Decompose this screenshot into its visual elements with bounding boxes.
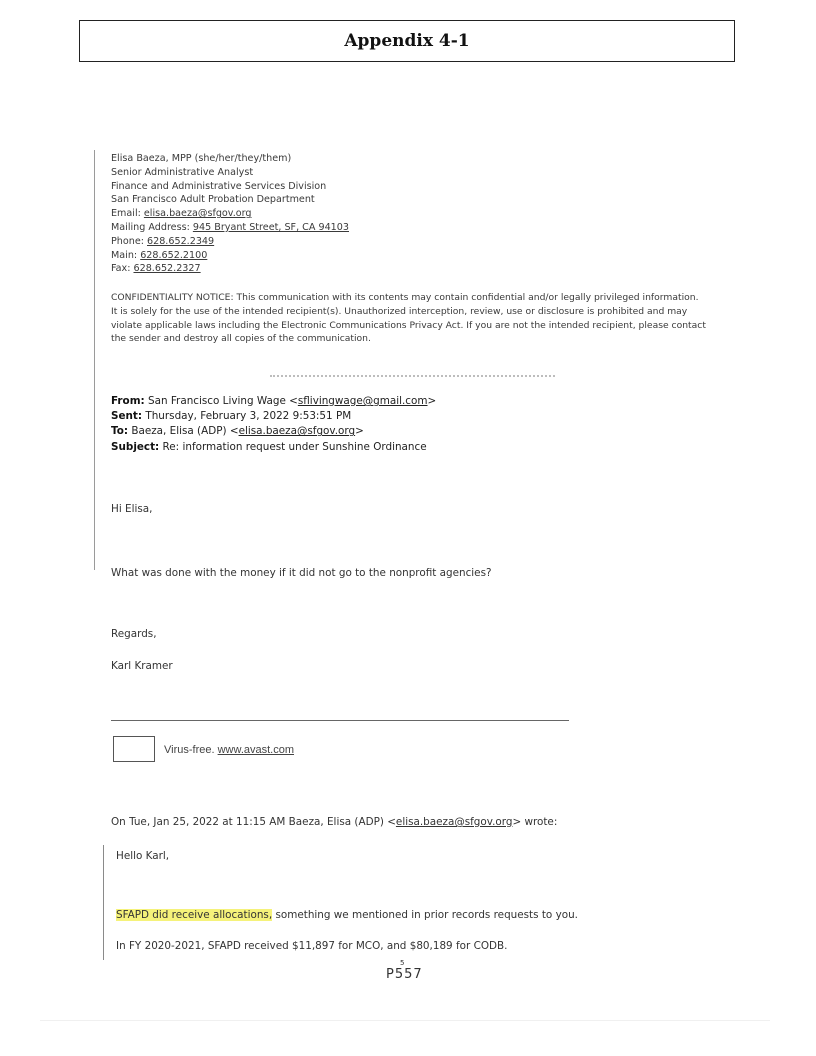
signature-divider — [111, 720, 569, 721]
signature-fax-line: Fax: 628.652.2327 — [111, 263, 201, 275]
signature-name: Elisa Baeza, MPP (she/her/they/them) — [111, 153, 292, 164]
signature-title: Senior Administrative Analyst — [111, 166, 254, 178]
page-number-small: 5 — [400, 959, 406, 967]
signature-department: San Francisco Adult Probation Department — [111, 194, 315, 206]
virus-free-notice: Virus-free. www.avast.com — [164, 744, 295, 756]
subject-line: Subject: Re: information request under Sunshine Ordinance — [111, 440, 427, 453]
quoted-intro: On Tue, Jan 25, 2022 at 11:15 AM Baeza, Elisa (ADP) <elisa.baeza@sfgov.org> wrote: — [111, 816, 558, 828]
quote-margin-line — [94, 150, 95, 570]
quote-margin-line-inner — [103, 845, 104, 960]
from-line: From: San Francisco Living Wage <sflivingwage@gmail.com> — [111, 395, 437, 407]
signature-fax-link[interactable]: 628.652.2327 — [133, 263, 201, 275]
email-signature — [111, 152, 349, 276]
scan-bottom-edge — [40, 1020, 770, 1021]
quoted-fy-line: In FY 2020-2021, SFAPD received $11,897 for MCO, and $80,189 for CODB. — [116, 940, 508, 952]
email-header — [111, 394, 436, 455]
message-question: What was done with the money if it did not go to the nonprofit agencies? — [111, 567, 492, 579]
signature-mailing-link[interactable]: 945 Bryant Street, SF, CA 94103 — [192, 221, 349, 233]
signature-division: Finance and Administrative Services Division — [111, 180, 327, 192]
scanned-email-page — [0, 70, 816, 1056]
separator-dotted-line — [270, 375, 555, 377]
quoted-greeting: Hello Karl, — [116, 850, 170, 862]
avast-logo-placeholder — [113, 736, 155, 762]
signature-phone-link[interactable]: 628.652.2349 — [147, 235, 215, 247]
to-email-link[interactable]: elisa.baeza@sfgov.org — [238, 425, 356, 438]
from-email-link[interactable]: sflivingwage@gmail.com — [297, 395, 428, 407]
signature-phone-line: Phone: 628.652.2349 — [111, 235, 215, 247]
message-greeting: Hi Elisa, — [111, 503, 153, 515]
avast-link[interactable]: www.avast.com — [217, 744, 295, 756]
highlighted-text: SFAPD did receive allocations, — [116, 909, 273, 921]
signature-email-line: Email: elisa.baeza@sfgov.org — [111, 208, 252, 220]
quoted-email-link[interactable]: elisa.baeza@sfgov.org — [395, 816, 513, 828]
appendix-title: Appendix 4-1 — [79, 20, 735, 62]
message-author: Karl Kramer — [111, 660, 173, 672]
page-number: 5 P557 — [386, 959, 423, 982]
sent-line: Sent: Thursday, February 3, 2022 9:53:51 PM — [111, 410, 352, 423]
confidentiality-notice: CONFIDENTIALITY NOTICE: This communication with its contents may contain confidential and/or legally privileged information. It is solely for the use of the intended recipient(s). Unauthorized interception, review, use or disclosure is prohibited and may violate applicable laws including the Electronic Communications Privacy Act. If you are not the intended recipient, please contact the sender and destroy all copies of the communication. — [111, 292, 706, 345]
quoted-allocations-line: SFAPD did receive allocations, something we mentioned in prior records requests to you. — [116, 909, 578, 921]
signature-mailing-line: Mailing Address: 945 Bryant Street, SF, CA 94103 — [111, 221, 349, 233]
signature-main-link[interactable]: 628.652.2100 — [140, 249, 208, 261]
signature-email-link[interactable]: elisa.baeza@sfgov.org — [143, 208, 252, 220]
message-closing: Regards, — [111, 628, 157, 640]
signature-main-line: Main: 628.652.2100 — [111, 249, 208, 261]
to-line: To: Baeza, Elisa (ADP) <elisa.baeza@sfgov.org> — [111, 425, 364, 438]
